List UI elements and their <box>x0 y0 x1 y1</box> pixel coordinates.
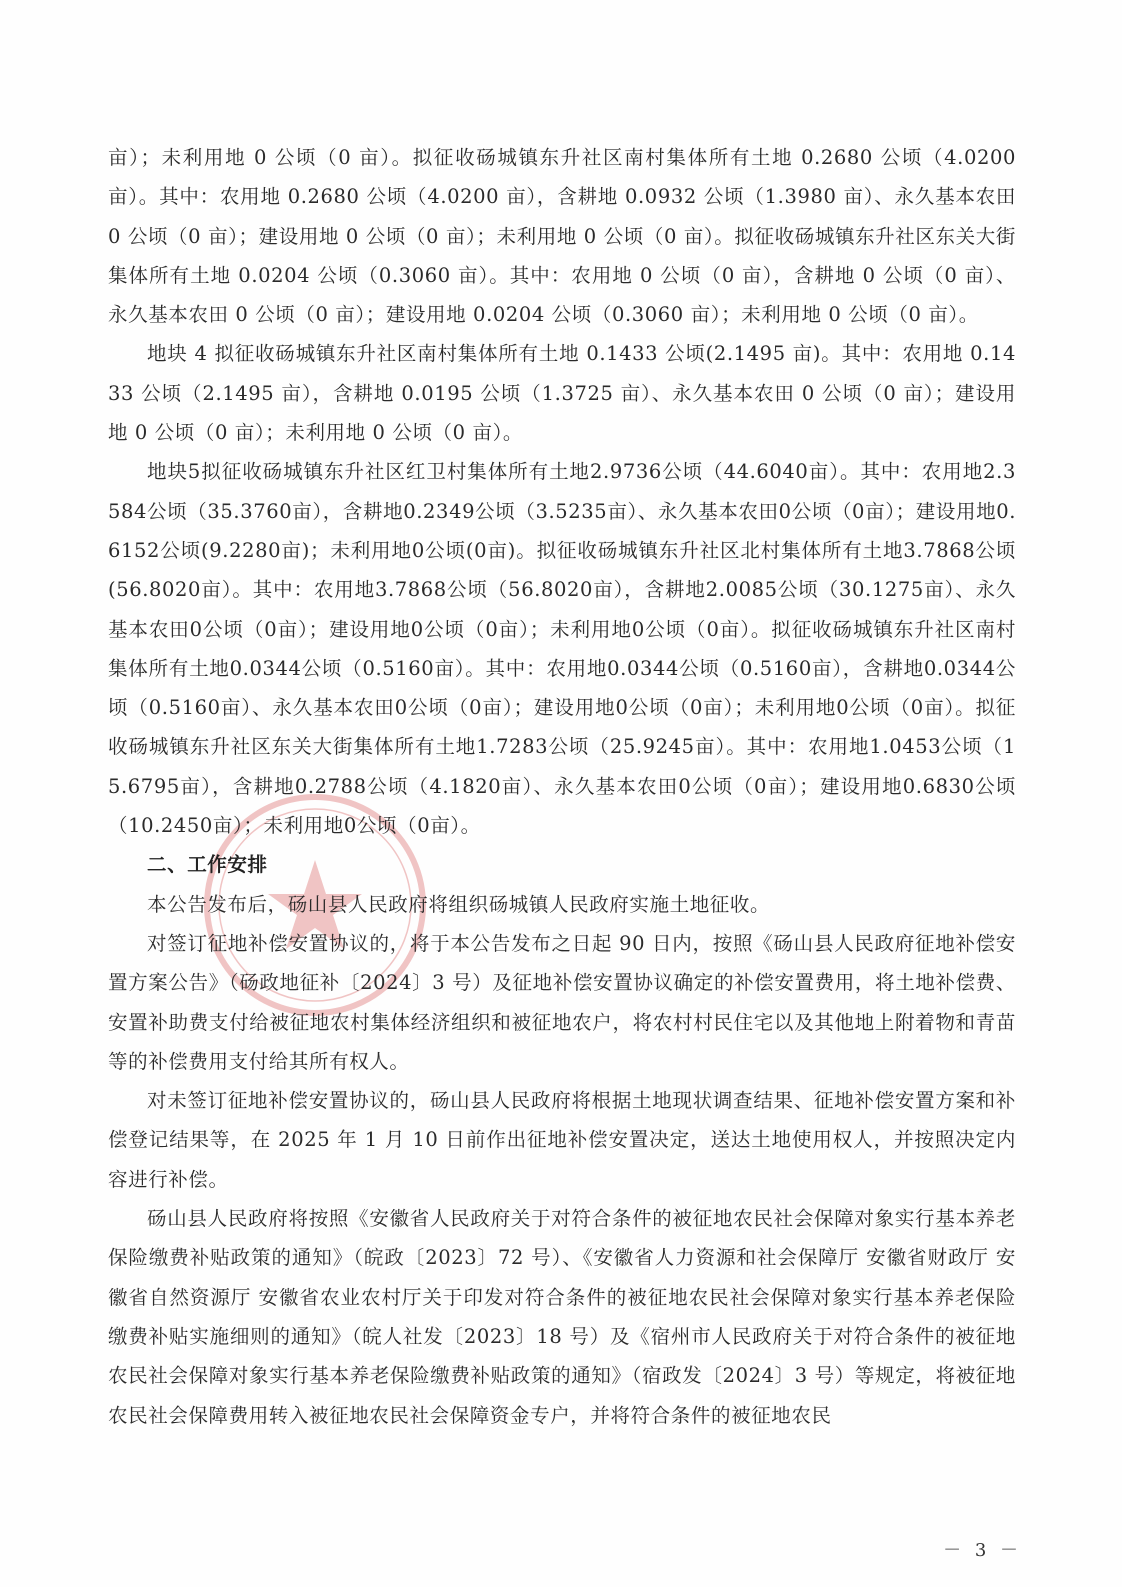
paragraph-plot-5: 地块5拟征收砀城镇东升社区红卫村集体所有土地2.9736公顷（44.6040亩）。其中：农用地2.3584公顷（35.3760亩），含耕地0.2349公顷（3.5235亩）、永久基本农田0公顷（0亩）；建设用地0.6152公顷(9.2280亩)；未利用地0公顷(0亩)。拟征收砀城镇东升社区北村集体所有土地3.7868公顷(56.8020亩）。其中：农用地3.7868公顷（56.8020亩），含耕地2.0085公顷（30.1275亩）、永久基本农田0公顷（0亩）；建设用地0公顷（0亩）；未利用地0公顷（0亩）。拟征收砀城镇东升社区南村集体所有土地0.0344公顷（0.5160亩）。其中：农用地0.0344公顷（0.5160亩），含耕地0.0344公顷（0.5160亩）、永久基本农田0公顷（0亩）；建设用地0公顷（0亩）；未利用地0公顷（0亩）。拟征收砀城镇东升社区东关大街集体所有土地1.7283公顷（25.9245亩）。其中：农用地1.0453公顷（15.6795亩），含耕地0.2788公顷（4.1820亩）、永久基本农田0公顷（0亩）；建设用地0.6830公顷（10.2450亩）；未利用地0公顷（0亩）。 <box>108 460 1016 838</box>
paragraph-social-security: 砀山县人民政府将按照《安徽省人民政府关于对符合条件的被征地农民社会保障对象实行基本养老保险缴费补贴政策的通知》（皖政〔2023〕72 号）、《安徽省人力资源和社会保障厅 安徽省财政厅 安徽省自然资源厅 安徽省农业农村厅关于印发对符合条件的被征地农民社会保障对象实行基本养老保险缴费补贴实施细则的通知》（皖人社发〔2023〕18 号）及《宿州市人民政府关于对符合条件的被征地农民社会保障对象实行基本养老保险缴费补贴政策的通知》（宿政发〔2024〕3 号）等规定，将被征地农民社会保障费用转入被征地农民社会保障资金专户，并将符合条件的被征地农民 <box>108 1207 1016 1427</box>
paragraph-implementation: 本公告发布后，砀山县人民政府将组织砀城镇人民政府实施土地征收。 <box>147 892 771 916</box>
paragraph-signed-agreement: 对签订征地补偿安置协议的，将于本公告发布之日起 90 日内，按照《砀山县人民政府征地补偿安置方案公告》（砀政地征补〔2024〕3 号）及征地补偿安置协议确定的补偿安置费用，将土地补偿费、安置补助费支付给被征地农村集体经济组织和被征地农户，将农村村民住宅以及其他地上附着物和青苗等的补偿费用支付给其所有权人。 <box>108 931 1016 1073</box>
document-body <box>108 138 1016 1435</box>
paragraph-plot-4: 地块 4 拟征收砀城镇东升社区南村集体所有土地 0.1433 公顷(2.1495 亩)。其中：农用地 0.1433 公顷（2.1495 亩），含耕地 0.0195 公顷（1.3725 亩）、永久基本农田 0 公顷（0 亩）；建设用地 0 公顷（0 亩）；未利用地 0 公顷（0 亩）。 <box>108 342 1016 445</box>
paragraph-unsigned-agreement: 对未签订征地补偿安置协议的，砀山县人民政府将根据土地现状调查结果、征地补偿安置方案和补偿登记结果等，在 2025 年 1 月 10 日前作出征地补偿安置决定，送达土地使用权人，并按照决定内容进行补偿。 <box>108 1089 1016 1191</box>
section-heading-work-arrangement: 二、工作安排 <box>147 853 268 877</box>
paragraph-continuation: 亩）；未利用地 0 公顷（0 亩）。拟征收砀城镇东升社区南村集体所有土地 0.2680 公顷（4.0200 亩）。其中：农用地 0.2680 公顷（4.0200 亩），含耕地 0.0932 公顷（1.3980 亩）、永久基本农田 0 公顷（0 亩）；建设用地 0 公顷（0 亩）；未利用地 0 公顷（0 亩）。拟征收砀城镇东升社区东关大街集体所有土地 0.0204 公顷（0.3060 亩）。其中：农用地 0 公顷（0 亩），含耕地 0 公顷（0 亩）、永久基本农田 0 公顷（0 亩）；建设用地 0.0204 公顷（0.3060 亩）；未利用地 0 公顷（0 亩）。 <box>108 146 1016 327</box>
page-number: － 3 － <box>943 1540 1022 1561</box>
